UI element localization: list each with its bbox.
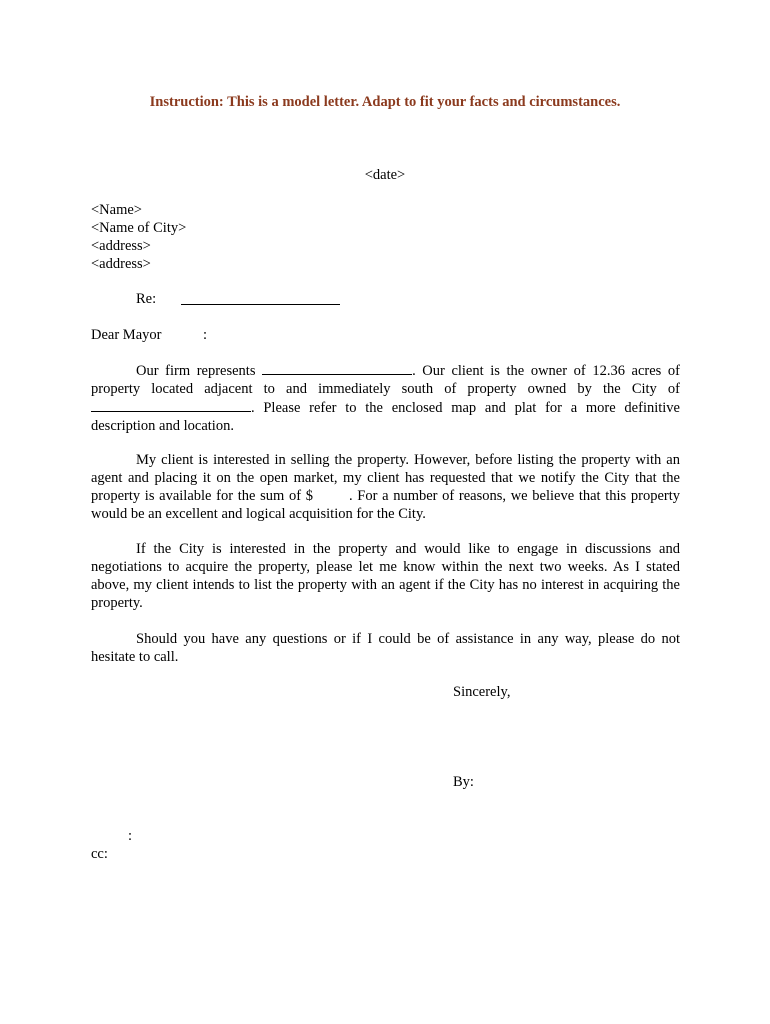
para1-part2: . Our client is the owner of 12.36 acres of property located adjacent to and immediately south of property owned by the City of — [91, 363, 680, 397]
paragraph-2 — [91, 451, 680, 523]
recipient-address-1: <address> — [91, 238, 151, 254]
greeting-prefix: Dear Mayor — [91, 327, 162, 343]
cc-label: cc: — [91, 846, 108, 862]
city-name-blank — [91, 398, 251, 412]
re-blank-line — [181, 291, 340, 305]
paragraph-1 — [91, 361, 680, 435]
recipient-address-2: <address> — [91, 256, 151, 272]
paragraph-4: Should you have any questions or if I could be of assistance in any way, please do not hesitate to call. — [91, 631, 680, 665]
paragraph-3: If the City is interested in the property and would like to engage in discussions and negotiations to acquire the property, please let me know within the next two weeks. As I stated above, my client intends to list the property with an agent if the City has no interest in acquiring the property. — [91, 541, 680, 611]
recipient-name: <Name> — [91, 202, 142, 218]
recipient-city: <Name of City> — [91, 220, 187, 236]
para2-part1: My client is interested in selling the property. However, before listing the property with an agent and placing it on the open market, my client has requested that we notify the City that the property is available for the sum of $ — [91, 452, 680, 504]
para1-part1: Our firm represents — [136, 363, 256, 379]
closing-sincerely: Sincerely, — [453, 684, 511, 700]
para2-part2: . For a number of reasons, we believe that this property would be an excellent and logical acquisition for the City. — [91, 488, 680, 522]
by-label: By: — [453, 774, 474, 790]
re-label: Re: — [136, 291, 157, 307]
para1-part3: . Please refer to the enclosed map and plat for a more definitive description and location. — [91, 400, 680, 434]
greeting-colon: : — [203, 327, 208, 343]
enclosure-colon: : — [128, 828, 133, 844]
instruction-heading: Instruction: This is a model letter. Adapt to fit your facts and circumstances. — [149, 94, 621, 110]
date-placeholder: <date> — [364, 167, 406, 183]
client-name-blank — [262, 361, 412, 375]
